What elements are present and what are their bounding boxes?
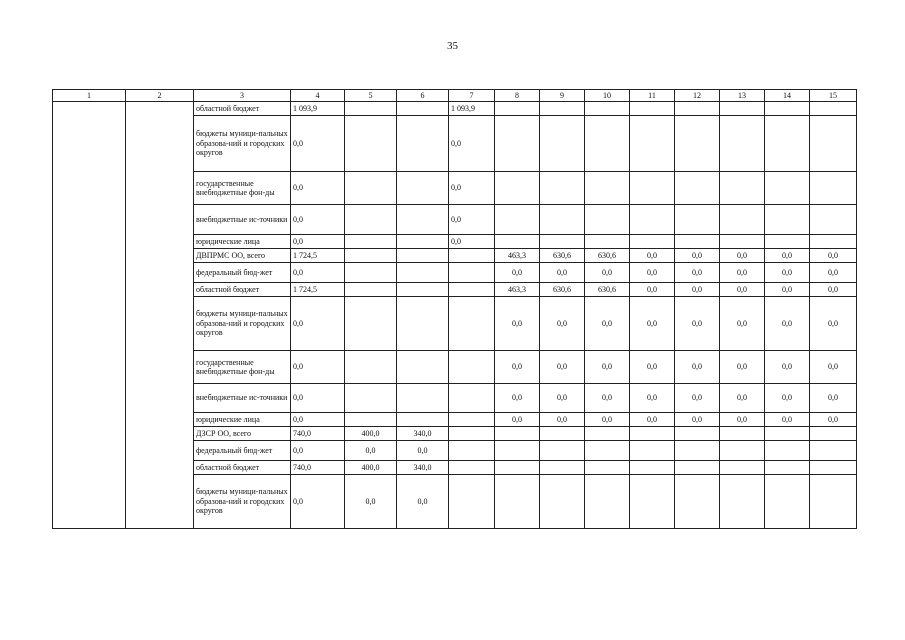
value-cell: 0,0 [675, 351, 720, 384]
value-cell [720, 427, 765, 441]
value-cell [397, 116, 449, 172]
value-cell [630, 427, 675, 441]
value-cell: 0,0 [495, 384, 540, 413]
value-cell: 0,0 [540, 384, 585, 413]
total-cell: 1 093,9 [291, 102, 345, 116]
value-cell [495, 172, 540, 205]
value-cell [495, 441, 540, 461]
total-cell: 0,0 [291, 413, 345, 427]
value-cell [585, 441, 630, 461]
value-cell: 0,0 [675, 297, 720, 351]
value-cell [495, 205, 540, 235]
column-header: 3 [194, 90, 291, 102]
value-cell [765, 205, 810, 235]
value-cell: 0,0 [540, 297, 585, 351]
header-row [53, 90, 857, 102]
value-cell: 0,0 [720, 249, 765, 263]
value-cell: 0,0 [675, 413, 720, 427]
total-cell: 0,0 [291, 172, 345, 205]
total-cell: 740,0 [291, 427, 345, 441]
value-cell [630, 205, 675, 235]
value-cell: 0,0 [720, 297, 765, 351]
value-cell: 0,0 [630, 283, 675, 297]
value-cell [449, 263, 495, 283]
source-label: государственные внебюджетные фон-ды [194, 351, 291, 384]
source-label: федеральный бюд-жет [194, 263, 291, 283]
value-cell [540, 475, 585, 529]
total-cell: 1 724,5 [291, 249, 345, 263]
value-cell [540, 102, 585, 116]
value-cell: 630,6 [585, 249, 630, 263]
value-cell [397, 384, 449, 413]
value-cell: 0,0 [810, 297, 857, 351]
value-cell: 0,0 [540, 413, 585, 427]
value-cell: 0,0 [810, 351, 857, 384]
value-cell [630, 475, 675, 529]
value-cell: 0,0 [765, 384, 810, 413]
value-cell [345, 172, 397, 205]
value-cell: 0,0 [810, 413, 857, 427]
value-cell [765, 102, 810, 116]
value-cell [675, 116, 720, 172]
value-cell: 340,0 [397, 461, 449, 475]
value-cell [540, 235, 585, 249]
value-cell [397, 263, 449, 283]
value-cell [449, 413, 495, 427]
value-cell [397, 172, 449, 205]
value-cell [630, 235, 675, 249]
value-cell [720, 475, 765, 529]
value-cell: 0,0 [540, 263, 585, 283]
value-cell: 0,0 [720, 351, 765, 384]
value-cell: 0,0 [540, 351, 585, 384]
value-cell: 0,0 [720, 263, 765, 283]
value-cell [345, 249, 397, 263]
value-cell [810, 205, 857, 235]
value-cell: 0,0 [765, 263, 810, 283]
value-cell [449, 475, 495, 529]
value-cell [585, 116, 630, 172]
column-header: 8 [495, 90, 540, 102]
value-cell [540, 116, 585, 172]
total-cell: 0,0 [291, 297, 345, 351]
value-cell [397, 205, 449, 235]
value-cell: 630,6 [585, 283, 630, 297]
total-cell: 0,0 [291, 235, 345, 249]
value-cell [720, 441, 765, 461]
value-cell: 0,0 [630, 384, 675, 413]
value-cell: 0,0 [585, 384, 630, 413]
value-cell: 0,0 [810, 263, 857, 283]
value-cell [449, 249, 495, 263]
value-cell [345, 205, 397, 235]
value-cell [540, 172, 585, 205]
value-cell [810, 102, 857, 116]
value-cell [449, 427, 495, 441]
value-cell: 0,0 [449, 172, 495, 205]
value-cell [810, 427, 857, 441]
value-cell [720, 235, 765, 249]
total-cell: 0,0 [291, 351, 345, 384]
value-cell [495, 427, 540, 441]
source-label: федеральный бюд-жет [194, 441, 291, 461]
value-cell: 0,0 [765, 283, 810, 297]
value-cell [675, 461, 720, 475]
value-cell [345, 413, 397, 427]
value-cell [495, 102, 540, 116]
value-cell [675, 235, 720, 249]
page-number: 35 [447, 40, 458, 52]
value-cell [397, 102, 449, 116]
value-cell [810, 461, 857, 475]
value-cell [585, 172, 630, 205]
total-cell: 0,0 [291, 116, 345, 172]
source-label: юридические лица [194, 413, 291, 427]
value-cell [765, 235, 810, 249]
value-cell [449, 441, 495, 461]
column-header: 14 [765, 90, 810, 102]
budget-table [52, 89, 857, 529]
value-cell [765, 116, 810, 172]
value-cell: 0,0 [585, 413, 630, 427]
value-cell [720, 116, 765, 172]
value-cell [765, 475, 810, 529]
value-cell [495, 475, 540, 529]
value-cell [345, 116, 397, 172]
source-label: внебюджетные ис-точники [194, 205, 291, 235]
value-cell [720, 205, 765, 235]
column-header: 11 [630, 90, 675, 102]
value-cell [630, 172, 675, 205]
value-cell: 0,0 [495, 351, 540, 384]
total-cell: 740,0 [291, 461, 345, 475]
value-cell: 0,0 [765, 297, 810, 351]
value-cell: 0,0 [810, 384, 857, 413]
value-cell: 0,0 [397, 475, 449, 529]
column-2-cell [126, 102, 194, 529]
source-label: областной бюджет [194, 283, 291, 297]
value-cell: 0,0 [630, 413, 675, 427]
total-cell: 0,0 [291, 205, 345, 235]
value-cell [449, 384, 495, 413]
source-label: внебюджетные ис-точники [194, 384, 291, 413]
value-cell [675, 427, 720, 441]
value-cell [345, 384, 397, 413]
value-cell [765, 461, 810, 475]
value-cell [495, 116, 540, 172]
value-cell [585, 102, 630, 116]
value-cell [810, 441, 857, 461]
value-cell [585, 475, 630, 529]
value-cell [345, 283, 397, 297]
column-header: 2 [126, 90, 194, 102]
value-cell [675, 205, 720, 235]
value-cell: 0,0 [495, 263, 540, 283]
value-cell: 0,0 [810, 249, 857, 263]
value-cell: 0,0 [585, 263, 630, 283]
column-header: 6 [397, 90, 449, 102]
value-cell: 0,0 [720, 384, 765, 413]
value-cell [345, 235, 397, 249]
value-cell: 0,0 [720, 283, 765, 297]
source-label: ДЗСР ОО, всего [194, 427, 291, 441]
value-cell [540, 205, 585, 235]
value-cell: 0,0 [675, 263, 720, 283]
value-cell: 340,0 [397, 427, 449, 441]
value-cell [540, 461, 585, 475]
value-cell [397, 283, 449, 297]
value-cell [585, 461, 630, 475]
value-cell: 0,0 [630, 351, 675, 384]
value-cell [540, 441, 585, 461]
source-label: государственные внебюджетные фон-ды [194, 172, 291, 205]
value-cell [630, 461, 675, 475]
value-cell [397, 249, 449, 263]
value-cell [495, 235, 540, 249]
value-cell [449, 297, 495, 351]
value-cell: 0,0 [345, 475, 397, 529]
value-cell: 0,0 [449, 205, 495, 235]
total-cell: 0,0 [291, 263, 345, 283]
value-cell [397, 413, 449, 427]
value-cell [765, 441, 810, 461]
value-cell [397, 235, 449, 249]
value-cell [675, 475, 720, 529]
column-header: 1 [53, 90, 126, 102]
value-cell [345, 351, 397, 384]
value-cell [675, 172, 720, 205]
value-cell [449, 283, 495, 297]
source-label: областной бюджет [194, 461, 291, 475]
value-cell: 0,0 [345, 441, 397, 461]
source-label: ДВПРМС ОО, всего [194, 249, 291, 263]
value-cell: 0,0 [675, 249, 720, 263]
value-cell: 463,3 [495, 249, 540, 263]
value-cell: 0,0 [585, 351, 630, 384]
value-cell [397, 351, 449, 384]
value-cell [585, 235, 630, 249]
value-cell [675, 441, 720, 461]
value-cell: 0,0 [675, 283, 720, 297]
value-cell [397, 297, 449, 351]
value-cell: 400,0 [345, 427, 397, 441]
value-cell: 400,0 [345, 461, 397, 475]
source-label: бюджеты муници-пальных образова-ний и городских округов [194, 475, 291, 529]
value-cell [765, 172, 810, 205]
total-cell: 0,0 [291, 441, 345, 461]
total-cell: 0,0 [291, 384, 345, 413]
value-cell: 0,0 [630, 249, 675, 263]
column-header: 13 [720, 90, 765, 102]
value-cell [345, 102, 397, 116]
value-cell: 0,0 [765, 249, 810, 263]
value-cell: 0,0 [675, 384, 720, 413]
value-cell [585, 427, 630, 441]
column-header: 15 [810, 90, 857, 102]
value-cell: 0,0 [449, 116, 495, 172]
value-cell: 0,0 [720, 413, 765, 427]
source-label: бюджеты муници-пальных образова-ний и городских округов [194, 297, 291, 351]
table-row [53, 102, 857, 116]
value-cell: 0,0 [810, 283, 857, 297]
value-cell [765, 427, 810, 441]
value-cell: 0,0 [495, 413, 540, 427]
value-cell [345, 297, 397, 351]
source-label: бюджеты муници-пальных образова-ний и городских округов [194, 116, 291, 172]
column-header: 10 [585, 90, 630, 102]
column-header: 9 [540, 90, 585, 102]
value-cell [810, 116, 857, 172]
column-header: 12 [675, 90, 720, 102]
source-label: юридические лица [194, 235, 291, 249]
column-header: 7 [449, 90, 495, 102]
value-cell [495, 461, 540, 475]
column-header: 4 [291, 90, 345, 102]
value-cell [630, 116, 675, 172]
value-cell: 0,0 [397, 441, 449, 461]
column-1-cell [53, 102, 126, 529]
value-cell: 1 093,9 [449, 102, 495, 116]
value-cell: 0,0 [765, 413, 810, 427]
value-cell: 0,0 [630, 297, 675, 351]
value-cell: 0,0 [495, 297, 540, 351]
value-cell [449, 351, 495, 384]
total-cell: 0,0 [291, 475, 345, 529]
value-cell [810, 235, 857, 249]
value-cell [720, 172, 765, 205]
value-cell [449, 461, 495, 475]
value-cell: 463,3 [495, 283, 540, 297]
value-cell: 0,0 [585, 297, 630, 351]
value-cell: 630,6 [540, 249, 585, 263]
value-cell [630, 441, 675, 461]
value-cell [720, 102, 765, 116]
value-cell [630, 102, 675, 116]
value-cell: 0,0 [765, 351, 810, 384]
value-cell [585, 205, 630, 235]
value-cell [810, 172, 857, 205]
value-cell: 630,6 [540, 283, 585, 297]
value-cell [345, 263, 397, 283]
source-label: областной бюджет [194, 102, 291, 116]
value-cell: 0,0 [630, 263, 675, 283]
value-cell [810, 475, 857, 529]
total-cell: 1 724,5 [291, 283, 345, 297]
value-cell [720, 461, 765, 475]
value-cell [540, 427, 585, 441]
column-header: 5 [345, 90, 397, 102]
value-cell: 0,0 [449, 235, 495, 249]
value-cell [675, 102, 720, 116]
